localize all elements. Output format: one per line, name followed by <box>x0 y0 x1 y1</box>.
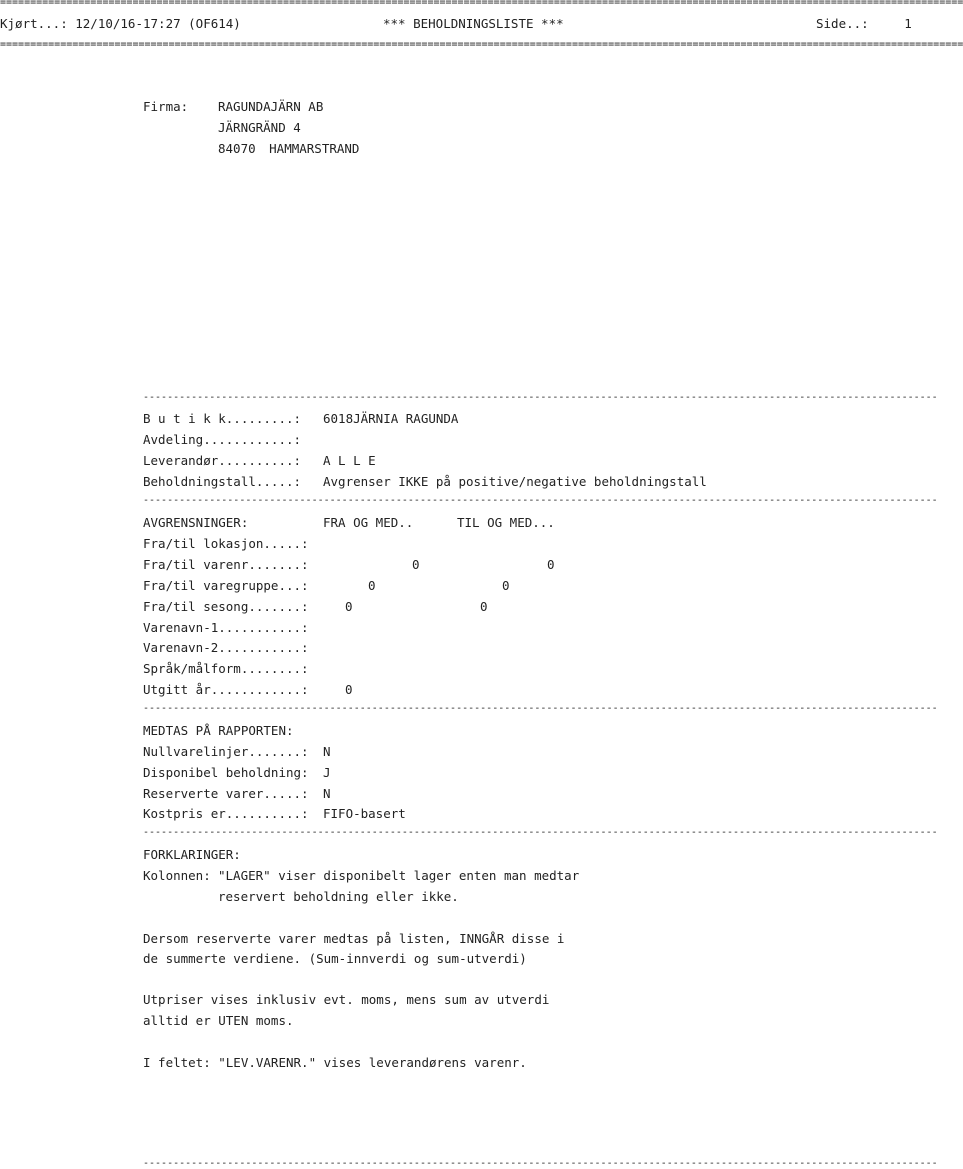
lokasjon-row <box>143 536 309 552</box>
avgrensninger-heading: AVGRENSNINGER: <box>143 515 249 530</box>
sesong-label: Fra/til sesong.......: <box>143 599 309 614</box>
varenavn1-row <box>143 620 309 636</box>
kolonnen-text-1: "LAGER" viser disponibelt lager enten man medtar <box>218 868 580 883</box>
medtas-heading-row <box>143 723 294 739</box>
fra-og-med-header: FRA OG MED.. <box>323 515 414 530</box>
reserverte-label: Reserverte varer.....: <box>143 786 309 801</box>
para4-row-1 <box>143 1055 527 1071</box>
para4-text-1: I feltet: "LEV.VARENR." vises leverandørens varenr. <box>143 1055 527 1070</box>
para3-row-2 <box>143 1013 294 1029</box>
reserverte-row <box>143 786 331 802</box>
utgitt-label: Utgitt år............: <box>143 682 309 697</box>
avgrensninger-header-row <box>143 515 555 531</box>
varenavn1-label: Varenavn-1...........: <box>143 620 309 635</box>
bottom-rule: ------------------------------------------------------------------------------------------------------------------------------------ <box>143 1158 938 1169</box>
beholdning-row <box>143 474 707 490</box>
avdeling-row <box>143 432 302 448</box>
kolonnen-row-2 <box>143 889 459 905</box>
varenr-label: Fra/til varenr.......: <box>143 557 309 572</box>
reserverte-value: N <box>323 786 331 801</box>
para3-row-1 <box>143 992 550 1008</box>
report-title: *** BEHOLDNINGSLISTE *** <box>383 16 564 31</box>
varegruppe-fra: 0 <box>368 578 376 593</box>
section-rule-1: ------------------------------------------------------------------------------------------------------------------------------------ <box>143 392 938 403</box>
section-rule-4: ------------------------------------------------------------------------------------------------------------------------------------ <box>143 827 938 838</box>
sprak-label: Språk/målform........: <box>143 661 309 676</box>
firma-label: Firma: <box>143 99 189 114</box>
beholdning-label: Beholdningstall.....: <box>143 474 302 489</box>
kostpris-label: Kostpris er..........: <box>143 806 309 821</box>
utgitt-fra: 0 <box>345 682 353 697</box>
para2-text-2: de summerte verdiene. (Sum-innverdi og sum-utverdi) <box>143 951 527 966</box>
varegruppe-row <box>143 578 510 594</box>
kostpris-row <box>143 806 406 822</box>
para2-row-1 <box>143 931 565 947</box>
firma-name: RAGUNDAJÄRN AB <box>218 99 324 114</box>
varegruppe-til: 0 <box>502 578 510 593</box>
varenr-fra: 0 <box>412 557 420 572</box>
firma-city: 84070 HAMMARSTRAND <box>218 141 360 156</box>
firma-street: JÄRNGRÄND 4 <box>218 120 301 135</box>
kolonnen-text-2: reservert beholdning eller ikke. <box>218 889 459 904</box>
beholdning-value: Avgrenser IKKE på positive/negative beholdningstall <box>323 474 707 489</box>
butikk-value: 6018JÄRNIA RAGUNDA <box>323 411 459 426</box>
leverandor-value: A L L E <box>323 453 376 468</box>
section-rule-2: ------------------------------------------------------------------------------------------------------------------------------------ <box>143 495 938 506</box>
top-rule: ================================================================================================================================================================ <box>0 0 963 8</box>
medtas-heading: MEDTAS PÅ RAPPORTEN: <box>143 723 294 738</box>
varenr-row <box>143 557 555 573</box>
varenavn2-label: Varenavn-2...........: <box>143 640 309 655</box>
run-info: Kjørt...: 12/10/16-17:27 (OF614) <box>0 16 241 31</box>
kostpris-value: FIFO-basert <box>323 806 406 821</box>
sesong-til: 0 <box>480 599 488 614</box>
forklaringer-heading-row <box>143 847 241 863</box>
kolonnen-row-1 <box>143 868 580 884</box>
disponibel-label: Disponibel beholdning: <box>143 765 309 780</box>
para3-text-2: alltid er UTEN moms. <box>143 1013 294 1028</box>
nullvarelinjer-row <box>143 744 331 760</box>
leverandor-row <box>143 453 376 469</box>
nullvarelinjer-label: Nullvarelinjer.......: <box>143 744 309 759</box>
forklaringer-heading: FORKLARINGER: <box>143 847 241 862</box>
disponibel-value: J <box>323 765 331 780</box>
sesong-fra: 0 <box>345 599 353 614</box>
varenavn2-row <box>143 640 309 656</box>
utgitt-row <box>143 682 353 698</box>
butikk-label: B u t i k k.........: <box>143 411 302 426</box>
para3-text-1: Utpriser vises inklusiv evt. moms, mens sum av utverdi <box>143 992 550 1007</box>
disponibel-row <box>143 765 331 781</box>
lokasjon-label: Fra/til lokasjon.....: <box>143 536 309 551</box>
butikk-row <box>143 411 459 427</box>
page-number: Side..: 1 <box>816 16 912 31</box>
leverandor-label: Leverandør..........: <box>143 453 302 468</box>
section-rule-3: ------------------------------------------------------------------------------------------------------------------------------------ <box>143 703 938 714</box>
sprak-row <box>143 661 309 677</box>
kolonnen-label: Kolonnen: <box>143 868 211 883</box>
sesong-row <box>143 599 488 615</box>
til-og-med-header: TIL OG MED... <box>457 515 555 530</box>
varenr-til: 0 <box>547 557 555 572</box>
para2-row-2 <box>143 951 527 967</box>
para2-text-1: Dersom reserverte varer medtas på listen, INNGÅR disse i <box>143 931 565 946</box>
header-rule: ================================================================================================================================================================ <box>0 39 963 50</box>
varegruppe-label: Fra/til varegruppe...: <box>143 578 309 593</box>
nullvarelinjer-value: N <box>323 744 331 759</box>
avdeling-label: Avdeling............: <box>143 432 302 447</box>
